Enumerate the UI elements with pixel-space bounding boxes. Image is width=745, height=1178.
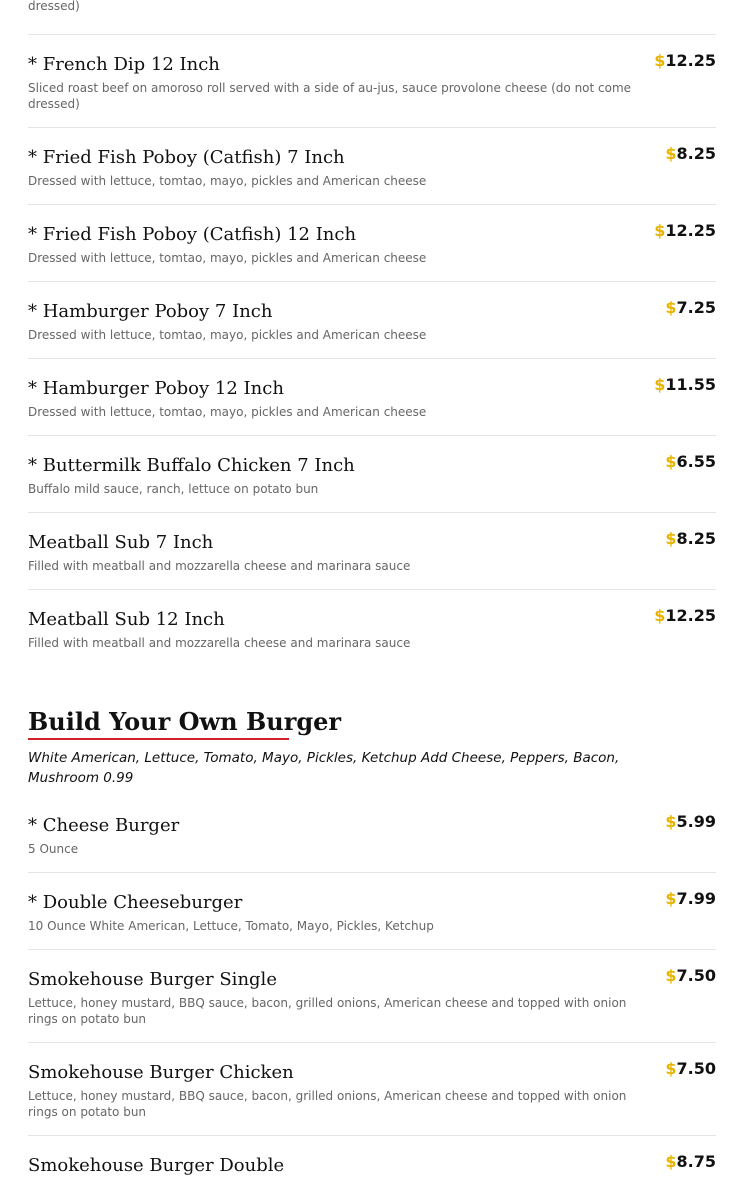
menu-item[interactable]	[28, 1154, 716, 1178]
currency-symbol: $	[665, 966, 677, 985]
section-title-underline	[28, 738, 289, 740]
divider	[28, 34, 716, 35]
divider	[28, 204, 716, 205]
item-name: Meatball Sub 7 Inch	[28, 532, 214, 553]
price-value: 12.25	[665, 221, 716, 240]
price-value: 8.25	[676, 529, 716, 548]
price-value: 8.25	[676, 144, 716, 163]
divider	[28, 872, 716, 873]
divider	[28, 512, 716, 513]
item-name: Smokehouse Burger Chicken	[28, 1062, 294, 1083]
section-title: Build Your Own Burger	[28, 707, 342, 736]
currency-symbol: $	[665, 1059, 677, 1078]
item-price	[654, 50, 716, 72]
menu-item[interactable]	[28, 300, 716, 343]
currency-symbol: $	[654, 375, 666, 394]
item-name: * Fried Fish Poboy (Catfish) 7 Inch	[28, 147, 345, 168]
item-description: Lettuce, honey mustard, BBQ sauce, bacon, grilled onions, American cheese and topped with onion rings on potato bun	[28, 996, 627, 1026]
item-name: Smokehouse Burger Double	[28, 1155, 285, 1176]
item-description: 5 Ounce	[28, 842, 79, 856]
item-price	[665, 451, 716, 473]
currency-symbol: $	[665, 298, 677, 317]
menu-item[interactable]	[28, 608, 716, 651]
item-description: Dressed with lettuce, tomtao, mayo, pickles and American cheese	[28, 174, 427, 188]
menu-item[interactable]	[28, 53, 716, 112]
item-description: Filled with meatball and mozzarella cheese and marinara sauce	[28, 636, 411, 650]
item-description: Dressed with lettuce, tomtao, mayo, pickles and American cheese	[28, 251, 427, 265]
price-value: 7.50	[676, 966, 716, 985]
menu-item[interactable]	[28, 814, 716, 857]
currency-symbol: $	[665, 452, 677, 471]
price-value: 12.25	[665, 606, 716, 625]
price-value: 8.75	[676, 1152, 716, 1171]
item-price	[665, 1058, 716, 1080]
menu-item[interactable]	[28, 454, 716, 497]
item-price	[654, 374, 716, 396]
item-description: Sliced roast beef on amoroso roll served with a side of au-jus, sauce provolone cheese (do not come dressed)	[28, 81, 632, 111]
currency-symbol: $	[665, 1152, 677, 1171]
price-value: 7.50	[676, 1059, 716, 1078]
currency-symbol: $	[665, 144, 677, 163]
item-description: Dressed with lettuce, tomtao, mayo, pickles and American cheese	[28, 328, 427, 342]
menu-item[interactable]	[28, 968, 716, 1027]
section-note: White American, Lettuce, Tomato, Mayo, Pickles, Ketchup Add Cheese, Peppers, Bacon, Mushroom 0.99	[28, 750, 620, 786]
menu-item[interactable]	[28, 223, 716, 266]
price-value: 12.25	[665, 51, 716, 70]
item-price	[665, 888, 716, 910]
currency-symbol: $	[654, 51, 666, 70]
price-value: 7.25	[676, 298, 716, 317]
currency-symbol: $	[654, 221, 666, 240]
item-price	[665, 965, 716, 987]
price-value: 11.55	[665, 375, 716, 394]
item-description: 10 Ounce White American, Lettuce, Tomato, Mayo, Pickles, Ketchup	[28, 919, 434, 933]
item-price	[665, 528, 716, 550]
item-price	[665, 811, 716, 833]
currency-symbol: $	[665, 529, 677, 548]
divider	[28, 127, 716, 128]
divider	[28, 1135, 716, 1136]
previous-item-description-fragment: dressed)	[28, 0, 80, 13]
item-name: * Buttermilk Buffalo Chicken 7 Inch	[28, 455, 355, 476]
menu-item[interactable]	[28, 377, 716, 420]
item-price	[654, 605, 716, 627]
currency-symbol: $	[665, 812, 677, 831]
item-name: Meatball Sub 12 Inch	[28, 609, 225, 630]
item-name: * Hamburger Poboy 12 Inch	[28, 378, 284, 399]
divider	[28, 281, 716, 282]
menu-item[interactable]	[28, 531, 716, 574]
item-name: * French Dip 12 Inch	[28, 54, 220, 75]
item-description: Lettuce, honey mustard, BBQ sauce, bacon, grilled onions, American cheese and topped with onion rings on potato bun	[28, 1089, 627, 1119]
item-description: Filled with meatball and mozzarella cheese and marinara sauce	[28, 559, 411, 573]
item-name: Smokehouse Burger Single	[28, 969, 277, 990]
item-name: * Cheese Burger	[28, 815, 180, 836]
item-name: * Hamburger Poboy 7 Inch	[28, 301, 273, 322]
price-value: 5.99	[676, 812, 716, 831]
menu-item[interactable]	[28, 146, 716, 189]
price-value: 6.55	[676, 452, 716, 471]
price-value: 7.99	[676, 889, 716, 908]
item-description: Buffalo mild sauce, ranch, lettuce on potato bun	[28, 482, 319, 496]
item-name: * Fried Fish Poboy (Catfish) 12 Inch	[28, 224, 357, 245]
menu-item[interactable]	[28, 1061, 716, 1120]
item-name: * Double Cheeseburger	[28, 892, 243, 913]
menu-item[interactable]	[28, 891, 716, 934]
item-price	[665, 1151, 716, 1173]
divider	[28, 1042, 716, 1043]
item-price	[654, 220, 716, 242]
divider	[28, 949, 716, 950]
item-price	[665, 297, 716, 319]
divider	[28, 435, 716, 436]
divider	[28, 358, 716, 359]
currency-symbol: $	[665, 889, 677, 908]
currency-symbol: $	[654, 606, 666, 625]
item-price	[665, 143, 716, 165]
divider	[28, 589, 716, 590]
item-description: Dressed with lettuce, tomtao, mayo, pickles and American cheese	[28, 405, 427, 419]
